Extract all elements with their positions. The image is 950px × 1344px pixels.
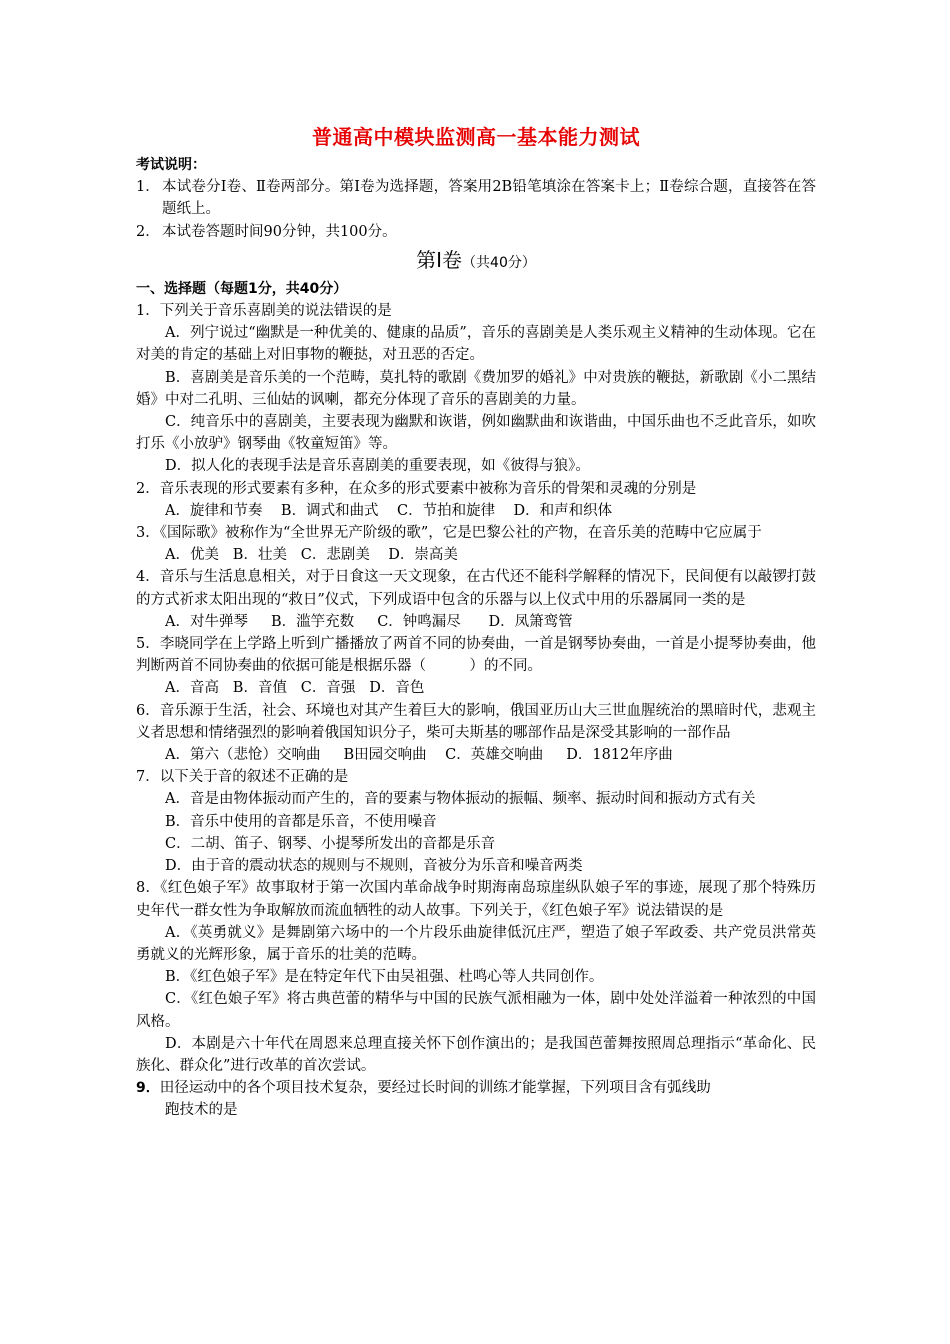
instruction-text: 本试卷分Ⅰ卷、Ⅱ卷两部分。第Ⅰ卷为选择题，答案用2B铅笔填涂在答案卡上；Ⅱ卷综合题，直接答在答题纸上。 [162,179,816,218]
question-5-stem: 5．李晓同学在上学路上听到广播播放了两首不同的协奏曲，一首是钢琴协奏曲，一首是小提琴协奏曲，他判断两首不同协奏曲的依据可能是根据乐器（ ）的不同。 [136,636,816,675]
instruction-item [136,176,816,220]
section-heading: 一、选择题（每题1分，共40分） [136,280,348,297]
instruction-number: 1． [136,179,160,196]
question-7-option-d: D．由于音的震动状态的规则与不规则，音被分为乐音和噪音两类 [165,858,583,875]
question-2-options: A．旋律和节奏 B．调式和曲式 C．节拍和旋律 D．和声和织体 [165,502,613,519]
question-3-options: A．优美 B．壮美 C．悲剧美 D．崇高美 [165,547,458,564]
question-1-option-b: B．喜剧美是音乐美的一个范畴，莫扎特的歌剧《费加罗的婚礼》中对贵族的鞭挞，新歌剧《小二黑结婚》中对二孔明、三仙姑的讽喇，都充分体现了音乐的喜剧美的力量。 [136,369,816,408]
question-3-stem: 3．《国际歌》被称作为“全世界无产阶级的歌”，它是巴黎公社的产物，在音乐美的范畴中它应属于 [136,525,762,542]
question-6-options: A．第六（悲怆）交响曲 B田园交响曲 C．英雄交响曲 D．1812年序曲 [165,747,673,764]
question-4-stem: 4．音乐与生活息息相关，对于日食这一天文现象，在古代还不能科学解释的情况下，民间便有以敲锣打鼓的方式祈求太阳出现的“救日”仪式，下列成语中包含的乐器与以上仪式中用的乐器属同一类的是 [136,569,816,608]
question-6-stem: 6．音乐源于生活，社会、环境也对其产生着巨大的影响，俄国亚历山大三世血腥统治的黑暗时代，悲观主义者思想和情绪强烈的影响着俄国知识分子，柴可夫斯基的哪部作品是深受其影响的一部作品 [136,702,816,741]
volume-score: （共40分） [462,254,536,271]
question-7-option-c: C．二胡、笛子、钢琴、小提琴所发出的音都是乐音 [165,835,496,852]
question-1-option-d: D．拟人化的表现手法是音乐喜剧美的重要表现，如《彼得与狼》。 [165,458,590,475]
question-9-stem-line-1: 田径运动中的各个项目技术复杂，要经过长时间的训练才能掌握，下列项目含有弧线助 [159,1080,711,1097]
question-1-option-a: A．列宁说过“幽默是一种优美的、健康的品质”，音乐的喜剧美是人类乐观主义精神的生动体现。它在对美的肯定的基础上对旧事物的鞭挞，对丑恶的否定。 [136,325,816,364]
question-7-option-a: A．音是由物体振动而产生的，音的要素与物体振动的振幅、频率、振动时间和振动方式有关 [165,791,756,808]
question-2-stem: 2．音乐表现的形式要素有多种，在众多的形式要素中被称为音乐的骨架和灵魂的分别是 [136,480,697,497]
question-1-stem: 1．下列关于音乐喜剧美的说法错误的是 [136,303,392,320]
volume-label: 第Ⅰ卷 [416,247,463,272]
question-7-stem: 7．以下关于音的叙述不正确的是 [136,769,349,786]
question-8-option-c: C．《红色娘子军》将古典芭蕾的精华与中国的民族气派相融为一体，剧中处处洋溢着一种浓烈的中国风格。 [136,991,816,1030]
instruction-text: 本试卷答题时间90分钟，共100分。 [162,223,397,240]
question-9-number: 9． [136,1080,160,1097]
question-4-options: A．对牛弹琴 B．滥竽充数 C．钟鸣漏尽 D．凤箫鸾管 [165,613,573,630]
instruction-number: 2． [136,223,160,240]
question-8-stem: 8．《红色娘子军》故事取材于第一次国内革命战争时期海南岛琼崖纵队娘子军的事迹，展现了那个特殊历史年代一群女性为争取解放而流血牺牲的动人故事。下列关于，《红色娘子军》说法错误的是 [136,880,816,919]
question-8-option-d: D．本剧是六十年代在周恩来总理直接关怀下创作演出的；是我国芭蕾舞按照周总理指示“革命化、民族化、群众化”进行改革的首次尝试。 [136,1035,816,1074]
question-8-option-b: B．《红色娘子军》是在特定年代下由吴祖强、杜鸣心等人共同创作。 [165,969,604,986]
question-5-options: A．音高 B．音值 C．音强 D．音色 [165,680,425,697]
instruction-item [136,221,816,243]
instructions-heading: 考试说明： [136,157,206,173]
question-9-stem-line-2: 跑技术的是 [165,1102,238,1119]
question-1-option-c: C．纯音乐中的喜剧美，主要表现为幽默和诙谐，例如幽默曲和诙谐曲，中国乐曲也不乏此音乐，如吹打乐《小放驴》钢琴曲《牧童短笛》等。 [136,414,816,453]
question-8-option-a: A．《英勇就义》是舞剧第六场中的一个片段乐曲旋律低沉庄严，塑造了娘子军政委、共产党员洪常英勇就义的光辉形象，属于音乐的壮美的范畴。 [136,924,816,963]
volume-heading [136,245,816,278]
question-7-option-b: B．音乐中使用的音都是乐音，不使用噪音 [165,813,437,830]
question-9-stem [136,1077,816,1099]
page-title: 普通高中模块监测高一基本能力测试 [312,125,640,149]
exam-page [136,118,816,1122]
